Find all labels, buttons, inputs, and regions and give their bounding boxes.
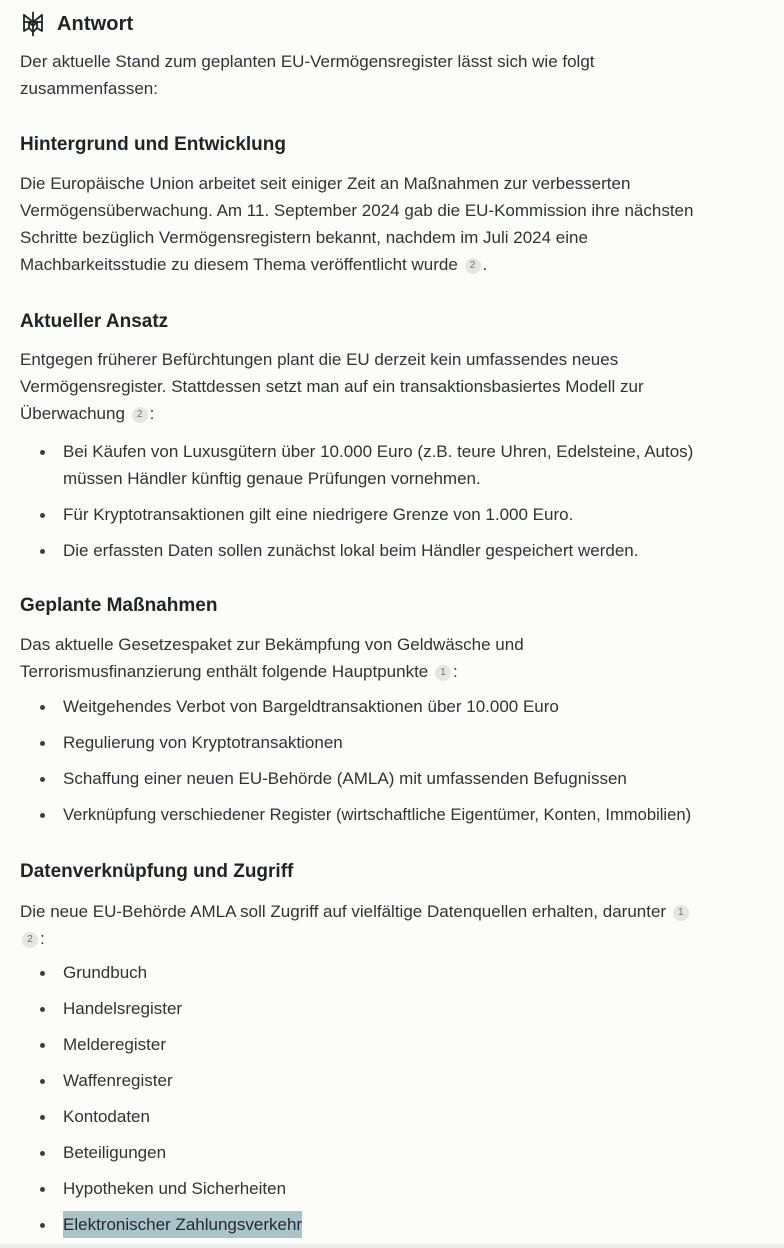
answer-header: [20, 10, 133, 38]
intro-line: zusammenfassen:: [20, 79, 158, 98]
section-heading-background: Hintergrund und Entwicklung: [20, 134, 286, 155]
approach-paragraph: [20, 346, 644, 427]
section-heading-measures: Geplante Maßnahmen: [20, 595, 218, 616]
bullet-dot: [40, 777, 45, 782]
paragraph-line: Schritte bezüglich Vermögensregistern bekannt, nachdem im Juli 2024 eine: [20, 228, 588, 247]
perplexity-logo-icon: [20, 11, 46, 37]
paragraph-line: 2 :: [20, 925, 691, 952]
paragraph-line: Das aktuelle Gesetzespaket zur Bekämpfung von Geldwäsche und: [20, 635, 524, 654]
paragraph-line: Die neue EU-Behörde AMLA soll Zugriff auf vielfältige Datenquellen erhalten, darunter 1: [20, 898, 691, 925]
bullet-dot: [40, 549, 45, 554]
paragraph-line: Entgegen früherer Befürchtungen plant die EU derzeit kein umfassendes neues: [20, 350, 619, 369]
bullet-dot: [40, 1151, 45, 1156]
paragraph-line: Vermögensregister. Stattdessen setzt man auf ein transaktionsbasiertes Modell zur: [20, 377, 644, 396]
bullet-dot: [40, 1115, 45, 1120]
bullet-dot: [40, 705, 45, 710]
citation-badge[interactable]: 1: [673, 905, 689, 921]
bullet-dot: [40, 513, 45, 518]
bullet-dot: [40, 813, 45, 818]
bullet-dot: [40, 1187, 45, 1192]
selected-text[interactable]: Elektronischer Zahlungsverkehr: [63, 1211, 302, 1238]
bullet-dot: [40, 1007, 45, 1012]
citation-badge[interactable]: 2: [22, 932, 38, 948]
bullet-dot: [40, 450, 45, 455]
bullet-dot: [40, 1079, 45, 1084]
bullet-dot: [40, 1223, 45, 1228]
bullet-dot: [40, 1043, 45, 1048]
citation-badge[interactable]: 1: [435, 665, 451, 681]
intro-paragraph: [20, 48, 595, 102]
bullet-dot: [40, 971, 45, 976]
paragraph-line: Machbarkeitsstudie zu diesem Thema veröffentlicht wurde 2 .: [20, 255, 488, 274]
background-paragraph: [20, 170, 693, 278]
paragraph-line: Vermögensüberwachung. Am 11. September 2024 gab die EU-Kommission ihre nächsten: [20, 201, 694, 220]
citation-badge[interactable]: 2: [132, 407, 148, 423]
measures-paragraph: [20, 631, 524, 685]
section-heading-approach: Aktueller Ansatz: [20, 311, 169, 332]
section-heading-linking: Datenverknüpfung und Zugriff: [20, 861, 294, 882]
paragraph-line: Terrorismusfinanzierung enthält folgende Hauptpunkte 1 :: [20, 662, 458, 681]
bottom-divider: [0, 1244, 784, 1248]
answer-title: Antwort: [57, 12, 134, 35]
paragraph-line: Überwachung 2 :: [20, 404, 155, 423]
citation-badge[interactable]: 2: [465, 258, 481, 274]
paragraph-line: Die Europäische Union arbeitet seit einiger Zeit an Maßnahmen zur verbesserten: [20, 174, 631, 193]
bullet-dot: [40, 741, 45, 746]
intro-line: Der aktuelle Stand zum geplanten EU-Vermögensregister lässt sich wie folgt: [20, 52, 595, 71]
linking-paragraph: [20, 898, 691, 952]
